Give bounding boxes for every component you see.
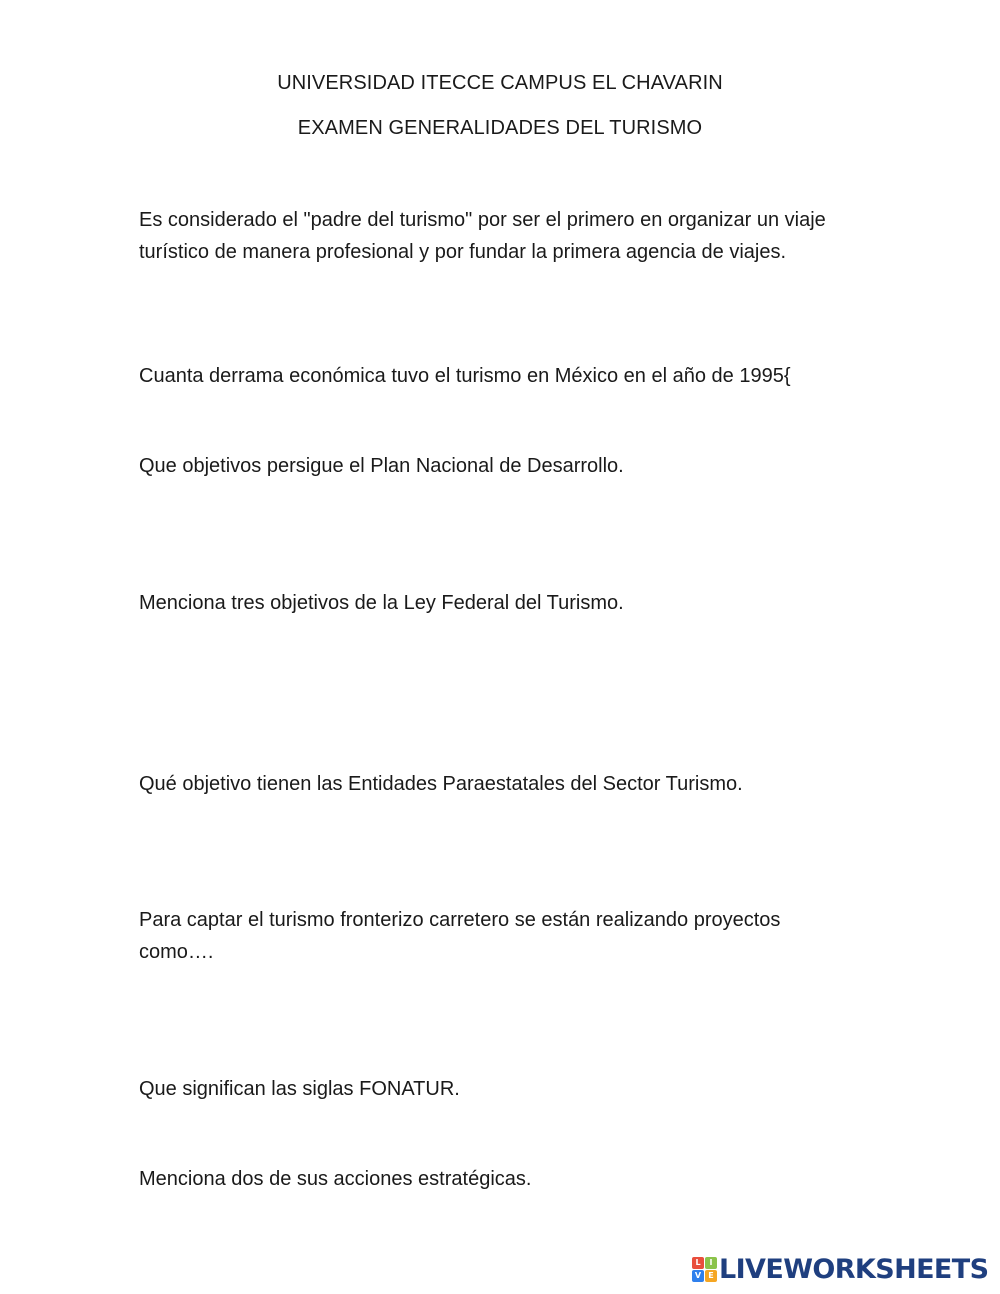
brand-name: LIVEWORKSHEETS: [719, 1253, 989, 1285]
question-1: Es considerado el "padre del turismo" por ser el primero en organizar un viaje turístico de manera profesional y por fundar la primera agencia de viajes.: [139, 209, 826, 263]
logo-letter-l: L: [692, 1257, 704, 1269]
question-8: Menciona dos de sus acciones estratégicas.: [139, 1168, 532, 1190]
question-2: Cuanta derrama económica tuvo el turismo en México en el año de 1995{: [139, 365, 791, 387]
question-6: Para captar el turismo fronterizo carretero se están realizando proyectos como….: [139, 909, 781, 963]
question-5: Qué objetivo tienen las Entidades Paraestatales del Sector Turismo.: [139, 773, 743, 795]
logo-letter-i: I: [705, 1257, 717, 1269]
institution-title: UNIVERSIDAD ITECCE CAMPUS EL CHAVARIN: [277, 72, 723, 94]
liveworksheets-logo-icon: [692, 1257, 716, 1281]
question-4: Menciona tres objetivos de la Ley Federal del Turismo.: [139, 592, 624, 614]
question-7: Que significan las siglas FONATUR.: [139, 1078, 460, 1100]
logo-letter-e: E: [705, 1270, 717, 1282]
liveworksheets-brand: [692, 1252, 988, 1286]
logo-letter-v: V: [692, 1270, 704, 1282]
question-3: Que objetivos persigue el Plan Nacional de Desarrollo.: [139, 455, 624, 477]
exam-title: EXAMEN GENERALIDADES DEL TURISMO: [297, 117, 703, 139]
